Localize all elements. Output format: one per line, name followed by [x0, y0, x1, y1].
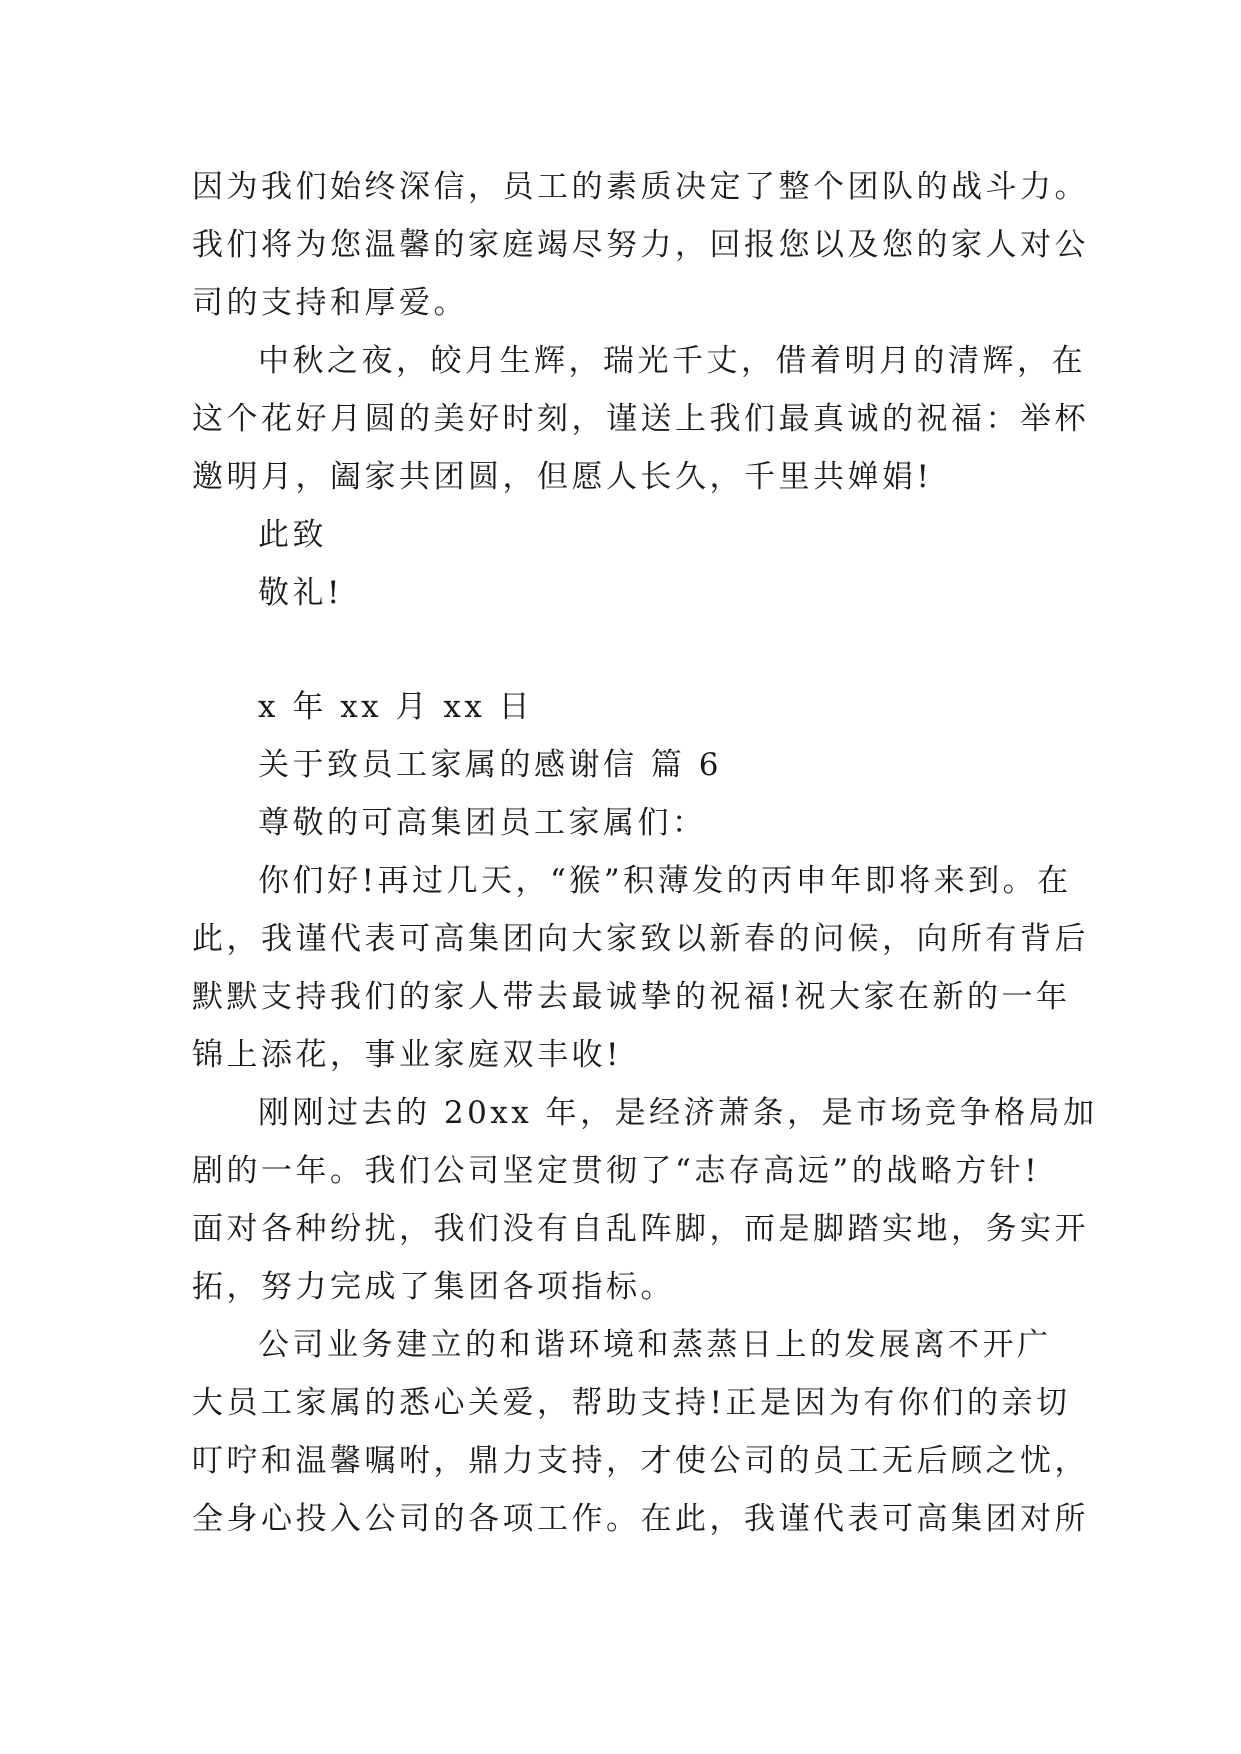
- text-line: 大员工家属的悉心关爱，帮助支持!正是因为有你们的亲切: [192, 1385, 1071, 1421]
- text-line: 中秋之夜，皎月生辉，瑞光千丈，借着明月的清辉，在: [258, 343, 1086, 379]
- text-line: 此，我谨代表可高集团向大家致以新春的问候，向所有背后: [192, 921, 1089, 957]
- blank-gap: [192, 622, 1072, 678]
- text-line: 因为我们始终深信，员工的素质决定了整个团队的战斗力。: [192, 169, 1089, 205]
- section-heading: 关于致员工家属的感谢信 篇 6: [258, 747, 722, 783]
- text-line: 这个花好月圆的美好时刻，谨送上我们最真诚的祝福：举杯: [192, 401, 1089, 437]
- closing-salutation: 此致: [258, 517, 327, 553]
- text-line: 锦上添花，事业家庭双丰收!: [192, 1037, 622, 1073]
- date-line: x 年 xx 月 xx 日: [258, 689, 534, 725]
- text-line: 剧的一年。我们公司坚定贯彻了“志存高远”的战略方针!: [192, 1153, 1041, 1189]
- text-line: 全身心投入公司的各项工作。在此，我谨代表可高集团对所: [192, 1501, 1089, 1537]
- text-line: 司的支持和厚爱。: [192, 285, 468, 321]
- text-line: 你们好!再过几天，“猴”积薄发的丙申年即将来到。在: [258, 863, 1072, 899]
- closing-regards: 敬礼!: [258, 575, 343, 611]
- text-line: 邀明月，阖家共团圆，但愿人长久，千里共婵娟!: [192, 459, 933, 495]
- document-body: [192, 158, 1098, 1548]
- text-line: 刚刚过去的 20xx 年，是经济萧条，是市场竞争格局加: [258, 1095, 1098, 1131]
- text-line: 叮咛和温馨嘱咐，鼎力支持，才使公司的员工无后顾之忧，: [192, 1443, 1089, 1479]
- text-line: 面对各种纷扰，我们没有自乱阵脚，而是脚踏实地，务实开: [192, 1211, 1089, 1247]
- text-line: 默默支持我们的家人带去最诚挚的祝福!祝大家在新的一年: [192, 979, 1071, 1015]
- greeting-line: 尊敬的可高集团员工家属们：: [258, 805, 707, 841]
- text-line: 我们将为您温馨的家庭竭尽努力，回报您以及您的家人对公: [192, 227, 1089, 263]
- text-line: 拓，努力完成了集团各项指标。: [192, 1269, 675, 1305]
- text-line: 公司业务建立的和谐环境和蒸蒸日上的发展离不开广: [258, 1327, 1052, 1363]
